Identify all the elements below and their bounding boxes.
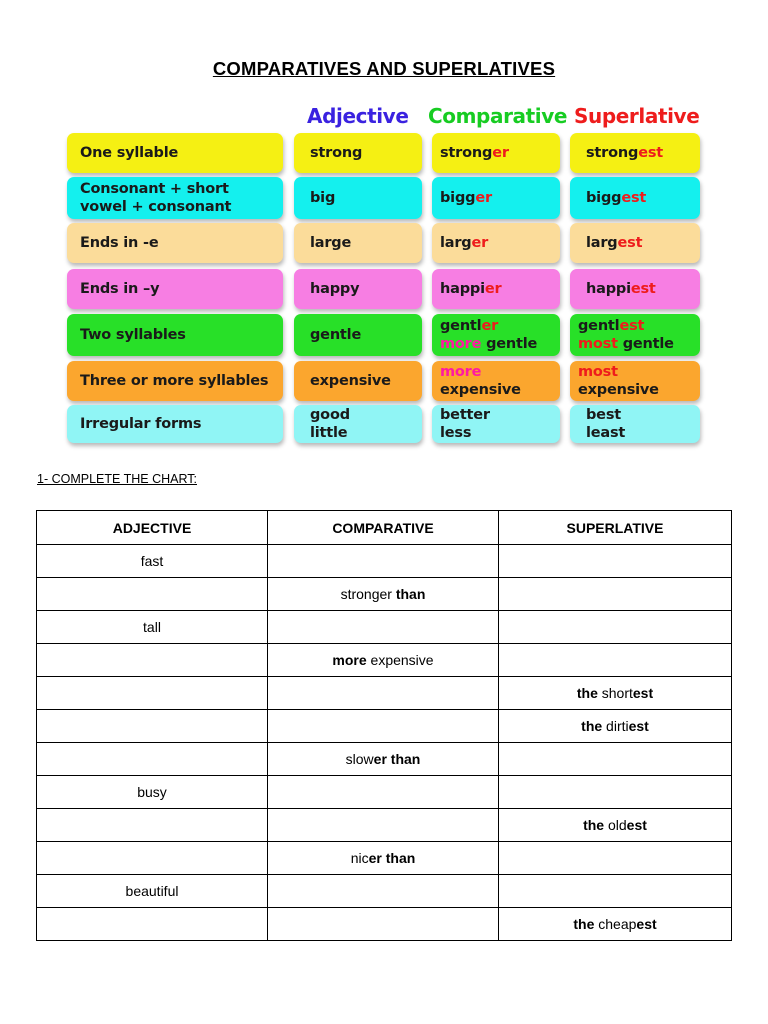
pill-line: [586, 144, 700, 162]
table-row: [37, 875, 732, 908]
table-row: [37, 776, 732, 809]
adjective-cell[interactable]: [37, 908, 268, 941]
rule-pill: [67, 361, 283, 401]
adjective-pill: [294, 361, 422, 401]
comparative-pill: [432, 405, 560, 443]
word-part: happi: [440, 281, 485, 297]
pill-line: [586, 189, 700, 207]
table-row: [37, 908, 732, 941]
header-adjective: ADJECTIVE: [37, 511, 268, 545]
adjective-pill: [294, 177, 422, 219]
superlative-column-header: Superlative: [574, 104, 700, 128]
adjective-cell[interactable]: [37, 611, 268, 644]
pill-line: [578, 363, 700, 399]
adjective-cell[interactable]: [37, 677, 268, 710]
pill-line: [440, 280, 560, 298]
adjective-text: good: [310, 407, 350, 423]
superlative-cell[interactable]: [499, 875, 732, 908]
word-part: most: [578, 364, 618, 380]
superlative-word-part: old: [604, 817, 627, 833]
table-row: [37, 743, 732, 776]
comparative-cell[interactable]: [268, 611, 499, 644]
word-part: est: [617, 235, 643, 251]
exercise-table: [36, 510, 732, 941]
pill-line: [440, 335, 560, 353]
comparative-pill: [432, 223, 560, 263]
word-part: happi: [586, 281, 631, 297]
superlative-word-part: the: [573, 916, 595, 932]
superlative-pill: [570, 361, 700, 401]
comparative-cell[interactable]: [268, 644, 499, 677]
adjective-cell[interactable]: [37, 578, 268, 611]
comparative-word-part: er than: [368, 850, 416, 866]
adjective-pill: [294, 269, 422, 309]
word-part: expensive: [440, 382, 521, 398]
adjective-cell[interactable]: [37, 875, 268, 908]
adjective-column-header: Adjective: [307, 104, 409, 128]
word-part: gentl: [578, 318, 620, 334]
word-part: strong: [586, 145, 639, 161]
pill-line: [440, 363, 560, 399]
word-part: est: [619, 318, 645, 334]
rule-text: Consonant + short: [80, 181, 229, 197]
adjective-text: big: [310, 190, 336, 206]
comparative-cell[interactable]: [268, 809, 499, 842]
word-part: more: [440, 336, 482, 352]
adjective-pill: [294, 314, 422, 356]
comparative-cell[interactable]: [268, 545, 499, 578]
superlative-cell[interactable]: [499, 908, 732, 941]
word-part: er: [475, 190, 492, 206]
comparative-pill: [432, 177, 560, 219]
superlative-cell[interactable]: [499, 611, 732, 644]
superlative-text: best: [586, 407, 621, 423]
adjective-pill: [294, 405, 422, 443]
comparative-cell[interactable]: [268, 908, 499, 941]
superlative-pill: [570, 405, 700, 443]
rule-text: vowel + consonant: [80, 199, 232, 215]
superlative-pill: [570, 314, 700, 356]
word-part: bigg: [440, 190, 476, 206]
adjective-cell[interactable]: [37, 644, 268, 677]
pill-line: [586, 234, 700, 252]
rule-text: Ends in –y: [80, 281, 160, 297]
rule-pill: [67, 223, 283, 263]
pill-line: [440, 234, 560, 252]
superlative-word-part: est: [632, 685, 654, 701]
superlative-pill: [570, 133, 700, 173]
adjective-value: fast: [140, 553, 164, 569]
superlative-pill: [570, 269, 700, 309]
comparative-word-part: stronger: [340, 586, 392, 602]
superlative-cell[interactable]: [499, 809, 732, 842]
word-part: er: [471, 235, 489, 251]
adjective-cell[interactable]: [37, 710, 268, 743]
comparative-cell[interactable]: [268, 710, 499, 743]
adjective-value: tall: [143, 619, 161, 635]
comparative-cell[interactable]: [268, 875, 499, 908]
comparative-word-part: expensive: [366, 652, 434, 668]
adjective-text: gentle: [310, 327, 362, 343]
adjective-text: expensive: [310, 373, 391, 389]
comparative-text: better: [440, 407, 490, 423]
exercise-header-row: [37, 511, 732, 545]
rule-pill: [67, 269, 283, 309]
superlative-cell[interactable]: [499, 578, 732, 611]
superlative-cell[interactable]: [499, 710, 732, 743]
word-part: larg: [440, 235, 472, 251]
superlative-cell[interactable]: [499, 677, 732, 710]
superlative-word-part: dirti: [602, 718, 629, 734]
pill-line: [440, 317, 560, 335]
header-superlative: SUPERLATIVE: [499, 511, 732, 545]
pill-line: [586, 280, 700, 298]
rule-text: Ends in -e: [80, 235, 159, 251]
comparative-cell[interactable]: [268, 743, 499, 776]
word-part: est: [630, 281, 656, 297]
superlative-cell[interactable]: [499, 644, 732, 677]
word-part: er: [484, 281, 502, 297]
table-row: [37, 611, 732, 644]
adjective-text: large: [310, 235, 352, 251]
rule-text: Irregular forms: [80, 416, 202, 432]
word-part: gentle: [481, 336, 538, 352]
superlative-word-part: est: [626, 817, 647, 833]
superlative-word-part: the: [583, 817, 605, 833]
word-part: most: [578, 336, 618, 352]
pill-line: [440, 144, 560, 162]
rule-pill: [67, 405, 283, 443]
comparative-cell[interactable]: [268, 842, 499, 875]
comparative-column-header: Comparative: [428, 104, 568, 128]
comparative-pill: [432, 314, 560, 356]
comparative-word-part: er than: [373, 751, 421, 767]
adjective-value: beautiful: [125, 883, 179, 899]
word-part: strong: [440, 145, 493, 161]
word-part: expensive: [578, 382, 659, 398]
superlative-cell[interactable]: [499, 776, 732, 809]
adjective-pill: [294, 223, 422, 263]
rule-pill: [67, 314, 283, 356]
rule-pill: [67, 177, 283, 219]
adjective-text: strong: [310, 145, 363, 161]
comparative-pill: [432, 269, 560, 309]
rule-text: Two syllables: [80, 327, 186, 343]
superlative-pill: [570, 223, 700, 263]
comparative-pill: [432, 133, 560, 173]
word-part: larg: [586, 235, 618, 251]
adjective-cell[interactable]: [37, 809, 268, 842]
word-part: er: [481, 318, 499, 334]
superlative-word-part: the: [576, 685, 598, 701]
table-row: [37, 578, 732, 611]
exercise-label: 1- COMPLETE THE CHART:: [37, 472, 197, 486]
pill-line: [578, 335, 700, 353]
superlative-text: least: [586, 425, 626, 441]
superlative-cell[interactable]: [499, 743, 732, 776]
table-row: [37, 710, 732, 743]
comparative-cell[interactable]: [268, 776, 499, 809]
comparative-cell[interactable]: [268, 578, 499, 611]
comparative-word-part: than: [391, 586, 426, 602]
page-title: COMPARATIVES AND SUPERLATIVES: [212, 58, 556, 79]
pill-line: [578, 317, 700, 335]
comparative-word-part: nic: [350, 850, 369, 866]
comparative-text: less: [440, 425, 472, 441]
word-part: est: [638, 145, 663, 161]
word-part: more: [440, 364, 482, 380]
adjective-cell[interactable]: [37, 545, 268, 578]
table-row: [37, 545, 732, 578]
superlative-word-part: est: [636, 916, 657, 932]
header-comparative: COMPARATIVE: [268, 511, 499, 545]
comparative-word-part: slow: [345, 751, 374, 767]
rule-text: Three or more syllables: [80, 373, 269, 389]
superlative-pill: [570, 177, 700, 219]
rule-text: One syllable: [80, 145, 179, 161]
superlative-word-part: the: [581, 718, 603, 734]
superlative-cell[interactable]: [499, 545, 732, 578]
word-part: er: [492, 145, 509, 161]
adjective-text: happy: [310, 281, 360, 297]
word-part: est: [621, 190, 647, 206]
adjective-text: little: [310, 425, 348, 441]
adjective-pill: [294, 133, 422, 173]
comparative-pill: [432, 361, 560, 401]
superlative-word-part: cheap: [594, 916, 637, 932]
superlative-word-part: est: [628, 718, 649, 734]
adjective-cell[interactable]: [37, 776, 268, 809]
word-part: gentle: [617, 336, 674, 352]
table-row: [37, 644, 732, 677]
table-row: [37, 842, 732, 875]
table-row: [37, 809, 732, 842]
pill-line: [440, 189, 560, 207]
adjective-value: busy: [137, 784, 167, 800]
word-part: gentl: [440, 318, 482, 334]
comparative-word-part: more: [332, 652, 367, 668]
word-part: bigg: [586, 190, 622, 206]
superlative-cell[interactable]: [499, 842, 732, 875]
adjective-cell[interactable]: [37, 743, 268, 776]
superlative-word-part: short: [597, 685, 633, 701]
comparative-cell[interactable]: [268, 677, 499, 710]
table-row: [37, 677, 732, 710]
adjective-cell[interactable]: [37, 842, 268, 875]
rule-pill: [67, 133, 283, 173]
